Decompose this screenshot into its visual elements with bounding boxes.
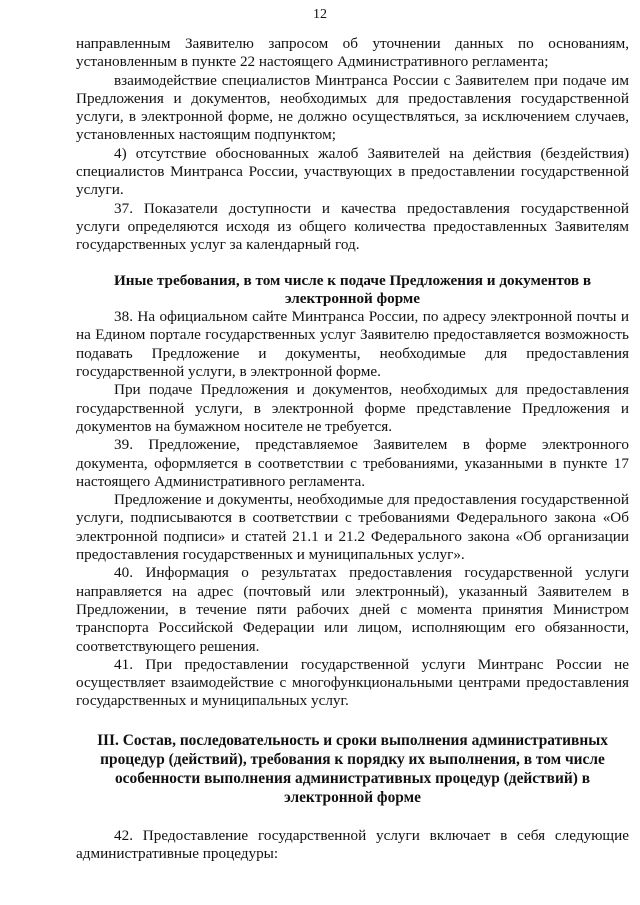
heading-other-requirements: Иные требования, в том числе к подаче Предложения и документов в электронной форме — [113, 271, 592, 307]
document-body — [76, 35, 629, 863]
paragraph-38: 38. На официальном сайте Минтранса России, по адресу электронной почты и на Едином портале государственных услуг Заявителю предоставляется возможность подавать Предложение и документы, необходимые для предоставления государственной услуги, в электронной форме. — [76, 308, 629, 381]
paragraph-39-cont: Предложение и документы, необходимые для предоставления государственной услуги, подписываются в соответствии с требованиями Федерального закона «Об электронной подписи» и статей 21.1 и 21.2 Федерального закона «Об организации предоставления государственных и муниципальных услуг». — [76, 491, 629, 564]
paragraph-39: 39. Предложение, представляемое Заявителем в форме электронного документа, оформляется в соответствии с требованиями, указанными в пункте 17 настоящего Административного регламента. — [76, 436, 629, 490]
page-number: 12 — [313, 7, 327, 22]
paragraph-42: 42. Предоставление государственной услуги включает в себя следующие административные процедуры: — [76, 826, 629, 862]
paragraph-41: 41. При предоставлении государственной услуги Минтранс России не осуществляет взаимодействие с многофункциональными центрами предоставления государственных и муниципальных услуг. — [76, 655, 629, 710]
paragraph-40: 40. Информация о результатах предоставления государственной услуги направляется на адрес (почтовый или электронный), указанный Заявителем в Предложении, в течение пяти рабочих дней с момента принятия Министром транспорта Российской Федерации или лицом, исполняющим его обязанности, соответствующего решения. — [76, 564, 629, 655]
paragraph-item-4: 4) отсутствие обоснованных жалоб Заявителей на действия (бездействия) специалистов Минтранса России, участвующих в предоставлении государственной услуги. — [76, 144, 629, 199]
section-heading-iii: III. Состав, последовательность и сроки выполнения административных процедур (действий), требования к порядку их выполнения, в том числе особенности выполнения административных процедур (действий) в электронной форме — [97, 731, 608, 806]
paragraph-continuation: направленным Заявителю запросом об уточнении данных по основаниям, установленным в пункте 22 настоящего Административного регламента; — [76, 35, 629, 71]
paragraph-37: 37. Показатели доступности и качества предоставления государственной услуги определяются исходя из общего количества предоставленных Заявителям государственных услуг за календарный год. — [76, 199, 629, 254]
paragraph-interaction: взаимодействие специалистов Минтранса России с Заявителем при подаче им Предложения и документов, необходимых для предоставления государственной услуги, в электронной форме, не должно осуществляться, за исключением случаев, установленных настоящим подпунктом; — [76, 71, 629, 144]
paragraph-38-cont: При подаче Предложения и документов, необходимых для предоставления государственной услуги, в электронной форме представление Предложения и документов на бумажном носителе не требуется. — [76, 381, 629, 435]
